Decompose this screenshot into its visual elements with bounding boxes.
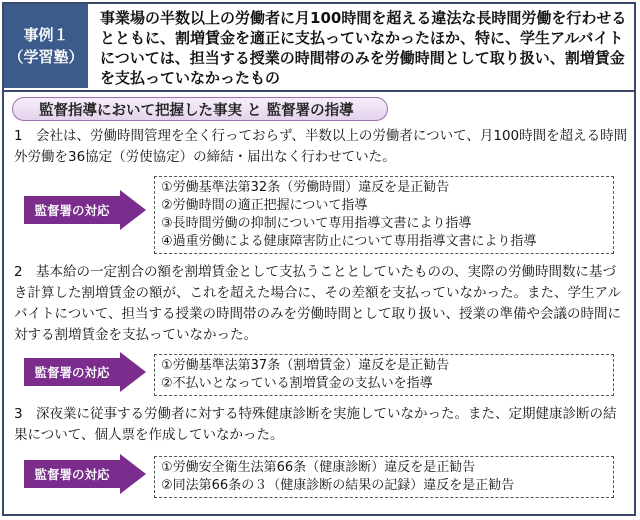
fact-item-3 — [14, 404, 628, 446]
arrow-head — [120, 352, 146, 392]
response-arrow-1 — [24, 190, 146, 230]
arrow-head — [120, 454, 146, 494]
response-label: 監督署の対応 — [24, 196, 120, 224]
action-item: ②労働時間の適正把握について指導 — [161, 198, 368, 213]
fact-number: 3 — [14, 406, 23, 422]
fact-text: 会社は、労働時間管理を全く行っておらず、半数以上の労働者について、月100時間を超える時間外労働を36協定（労使協定）の締結・届出なく行わせていた。 — [14, 128, 628, 165]
action-item: ①労働安全衛生法第66条（健康診断）違反を是正勧告 — [161, 460, 476, 475]
actions-box-1 — [154, 176, 614, 254]
action-item: ③長時間労働の抑制について専用指導文書により指導 — [161, 216, 472, 231]
header-divider — [4, 90, 634, 92]
arrow-head — [120, 190, 146, 230]
action-item: ②不払いとなっている割増賃金の支払いを指導 — [161, 376, 433, 391]
response-arrow-2 — [24, 352, 146, 392]
actions-box-2 — [154, 354, 614, 396]
section-title — [12, 97, 388, 121]
response-label: 監督署の対応 — [24, 460, 120, 488]
fact-number: 2 — [14, 264, 23, 280]
action-item: ①労働基準法第37条（割増賃金）違反を是正勧告 — [161, 358, 450, 373]
fact-text: 深夜業に従事する労働者に対する特殊健康診断を実施していなかった。また、定期健康診断の結果について、個人票を作成していなかった。 — [14, 406, 617, 443]
response-label: 監督署の対応 — [24, 358, 120, 386]
actions-box-3 — [154, 456, 614, 498]
response-arrow-3 — [24, 454, 146, 494]
case-number: 事例１ — [23, 25, 69, 44]
fact-text: 基本給の一定割合の額を割増賃金として支払うこととしていたものの、実際の労働時間数に基づき計算した割増賃金の額が、これを超えた場合に、その差額を支払っていなかった。また、学生アルバイトについて、担当する授業の時間帯のみを労働時間として取り扱い、授業の準備や会議の時間に対する割増賃金を支払っていなかった。 — [14, 264, 621, 343]
fact-item-2 — [14, 262, 628, 346]
action-item: ④過重労働による健康障害防止について専用指導文書により指導 — [161, 234, 537, 249]
action-item: ①労働基準法第32条（労働時間）違反を是正勧告 — [161, 180, 450, 195]
case-summary: 事業場の半数以上の労働者に月100時間を超える違法な長時間労働を行わせるとともに、割増賃金を適正に支払っていなかったほか、特に、学生アルバイトについては、担当する授業の時間帯のみを労働時間として取り扱い、割増賃金を支払っていなかったもの — [100, 9, 627, 87]
case-type: （学習塾） — [8, 48, 84, 66]
section-title-text: 監督指導において把握した事実 と 監督署の指導 — [39, 102, 354, 119]
fact-item-1 — [14, 126, 628, 168]
fact-number: 1 — [14, 128, 23, 144]
case-label — [4, 4, 88, 88]
action-item: ②同法第66条の３（健康診断の結果の記録）違反を是正勧告 — [161, 478, 515, 493]
